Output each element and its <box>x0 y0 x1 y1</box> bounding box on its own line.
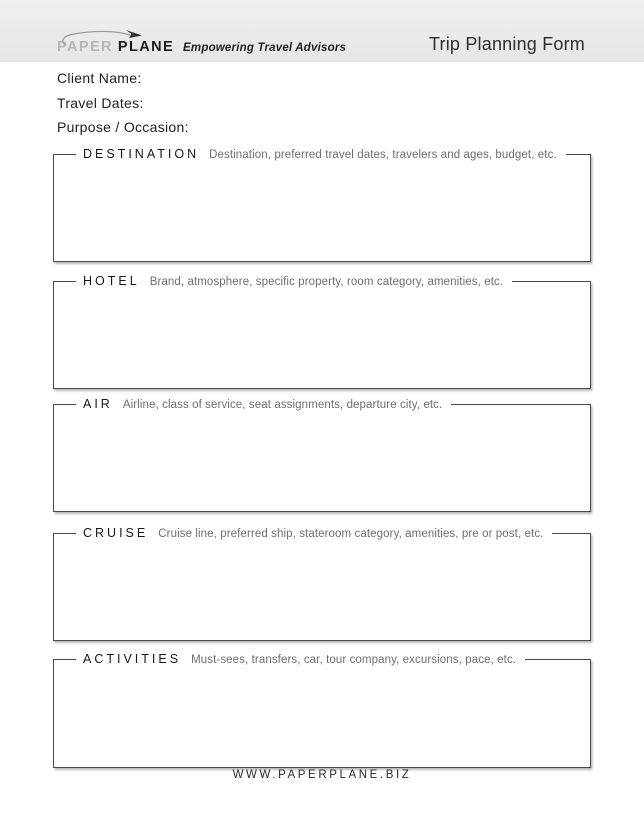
purpose-occasion-label: Purpose / Occasion: <box>57 119 189 136</box>
air-legend <box>76 397 451 411</box>
hotel-hint: Brand, atmosphere, specific property, room category, amenities, etc. <box>149 276 504 288</box>
logo-lockup <box>57 39 174 55</box>
purpose-occasion-input[interactable] <box>195 119 415 135</box>
client-name-row <box>57 66 415 91</box>
destination-label: DESTINATION <box>83 147 200 161</box>
air-notes-area[interactable] <box>60 413 584 505</box>
footer-website: WWW.PAPERPLANE.BIZ <box>232 769 412 781</box>
cruise-label: CRUISE <box>83 526 149 540</box>
logo-word-plane: PLANE <box>117 39 175 55</box>
header-band <box>0 0 644 62</box>
activities-hint: Must-sees, transfers, car, tour company, excursions, pace, etc. <box>191 654 517 666</box>
hotel-notes-area[interactable] <box>60 290 584 382</box>
paperplane-logo <box>57 39 346 55</box>
client-name-label: Client Name: <box>57 70 142 87</box>
page-title: Trip Planning Form <box>429 34 585 54</box>
activities-section-box <box>53 652 591 768</box>
destination-section-box <box>53 147 591 262</box>
logo-word-paper: PAPER <box>57 39 113 55</box>
travel-dates-row <box>57 91 415 116</box>
paper-plane-icon <box>126 30 142 38</box>
activities-legend <box>76 652 525 666</box>
activities-label: ACTIVITIES <box>83 652 182 666</box>
hotel-legend <box>76 274 512 288</box>
client-info-block <box>57 66 415 140</box>
client-name-input[interactable] <box>148 70 368 86</box>
cruise-notes-area[interactable] <box>60 542 584 634</box>
destination-notes-area[interactable] <box>60 163 584 255</box>
purpose-occasion-row <box>57 115 415 140</box>
destination-legend <box>76 147 566 161</box>
cruise-legend <box>76 526 552 540</box>
hotel-label: HOTEL <box>83 274 140 288</box>
air-section-box <box>53 397 591 512</box>
travel-dates-input[interactable] <box>150 95 370 111</box>
activities-notes-area[interactable] <box>60 668 584 761</box>
air-label: AIR <box>83 397 113 411</box>
destination-hint: Destination, preferred travel dates, travelers and ages, budget, etc. <box>209 149 557 161</box>
air-hint: Airline, class of service, seat assignments, departure city, etc. <box>122 399 443 411</box>
hotel-section-box <box>53 274 591 389</box>
cruise-hint: Cruise line, preferred ship, stateroom category, amenities, pre or post, etc. <box>158 528 544 540</box>
cruise-section-box <box>53 526 591 641</box>
travel-dates-label: Travel Dates: <box>57 94 144 111</box>
logo-tagline: Empowering Travel Advisors <box>183 42 347 54</box>
